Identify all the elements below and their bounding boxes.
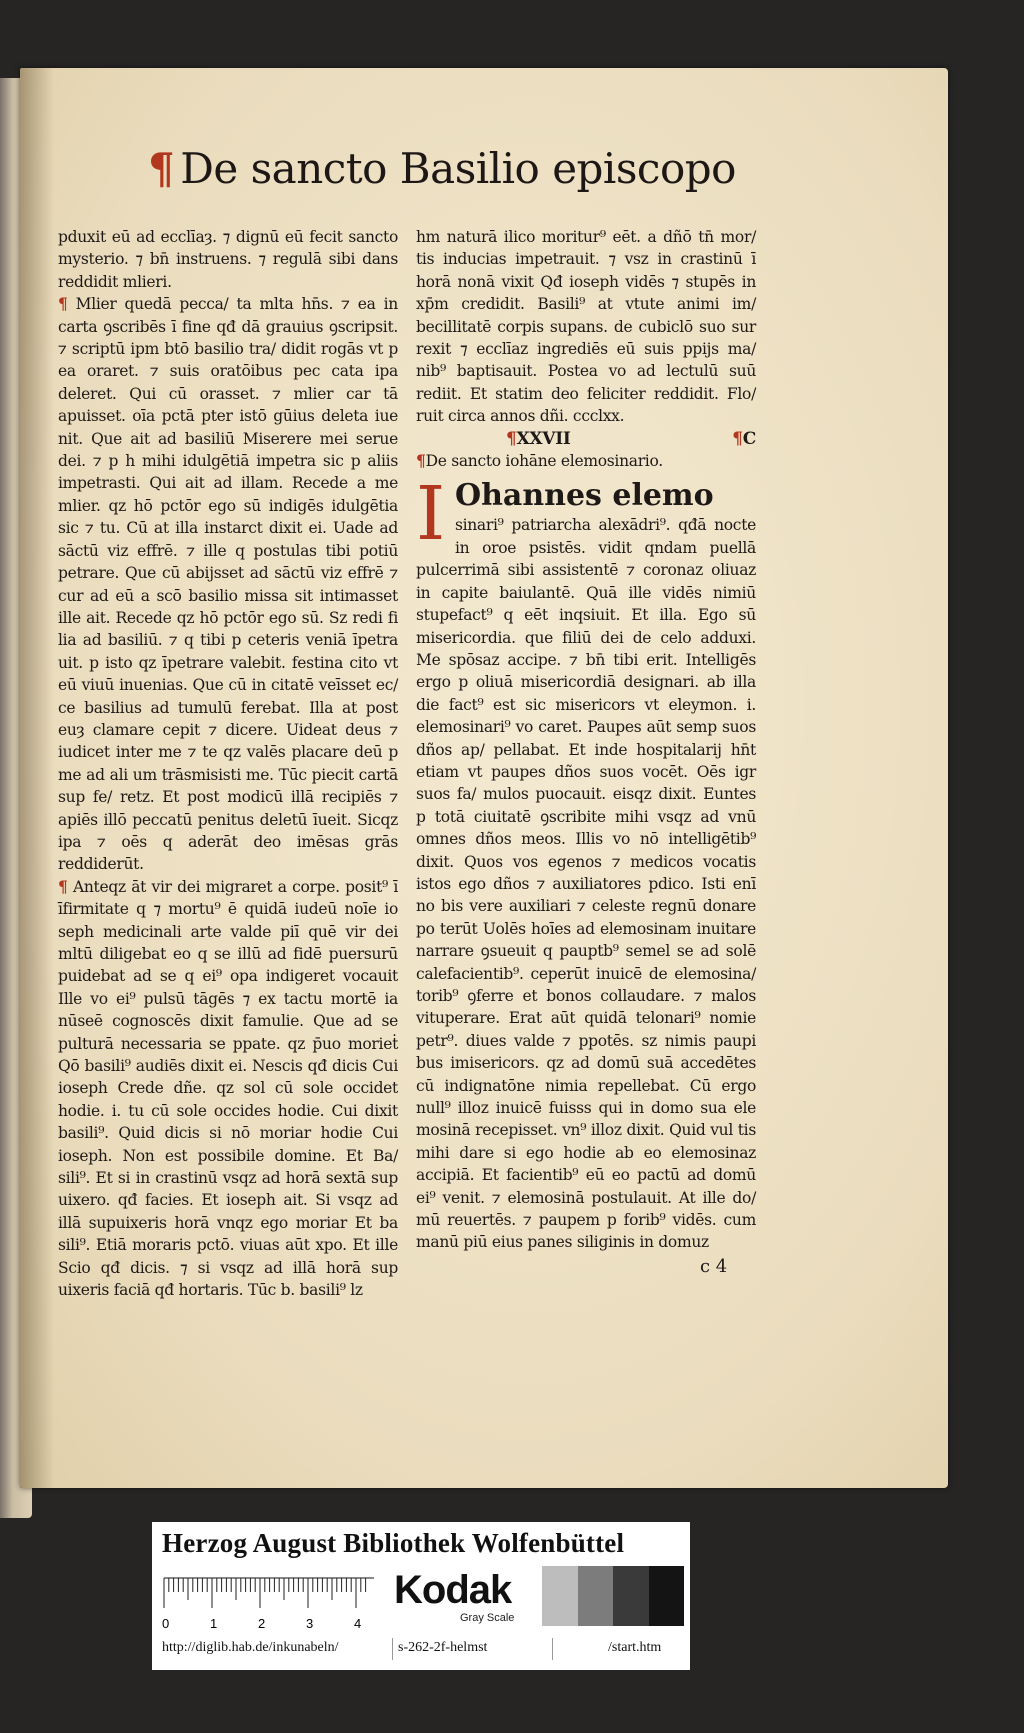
chapter-marker bbox=[732, 428, 756, 450]
gray-swatch bbox=[578, 1566, 614, 1626]
chapter-marker-text: C bbox=[742, 428, 756, 449]
pilcrow-icon: ¶ bbox=[506, 428, 517, 449]
right-text-column bbox=[416, 226, 756, 1256]
signature-mark: c 4 bbox=[700, 1256, 728, 1277]
pilcrow-icon: ¶ bbox=[732, 428, 743, 449]
pilcrow-icon: ¶ bbox=[148, 144, 175, 193]
gutter-shadow bbox=[20, 68, 54, 1488]
ruler-number: 4 bbox=[354, 1616, 362, 1631]
gray-swatch bbox=[613, 1566, 649, 1626]
start-page-link[interactable]: /start.htm bbox=[608, 1640, 662, 1655]
paragraph: hm naturā ilico moritur⁹ eēt. a dñō tn̄ mor/ tis inducias impetrauit. ⁊ vsz in crastinū ī horā nonā vixit Qđ ioseph vidēs ⁊ stupēs in xp̄m credidit. Basili⁹ at vtute animi im/ becillitatē corpis supans. de cubiclō suo sur rexit ⁊ ecclīaz ingrediēs eū suis ppijs ma/ nib⁹ baptisauit. Postea vo ad lectulū suū rediit. Et statim deo feliciter reddidit. Flo/ ruit circa annos dñi. ccclxx. bbox=[416, 228, 756, 426]
pilcrow-icon: ¶ bbox=[416, 451, 426, 471]
incipit: Ohannes elemo bbox=[454, 478, 714, 514]
shelfmark: s-262-2f-helmst bbox=[398, 1640, 488, 1655]
library-name: Herzog August Bibliothek Wolfenbüttel bbox=[162, 1528, 625, 1558]
gray-swatches bbox=[542, 1566, 684, 1626]
paragraph: pduxit eū ad ecclīaȝ. ⁊ dignū eū fecit sancto mysterio. ⁊ bn̄ instruens. ⁊ regulā sibi dans reddidit mlieri. bbox=[58, 228, 398, 291]
divider bbox=[552, 1638, 553, 1660]
chapter-number bbox=[506, 428, 571, 450]
gray-swatch bbox=[542, 1566, 578, 1626]
chapter-number-text: XXVII bbox=[516, 428, 571, 449]
color-target-card bbox=[152, 1522, 690, 1670]
paragraph bbox=[58, 876, 398, 1302]
paragraph-text: Anteqz āt vir dei migraret a corpe. posit⁹ ī īfirmitate q ⁊ mortu⁹ ē quidā iudeū noīe io seph medicinali arte valde piī quē vir dei mltū diligebat eo q se illū ad fidē puersurū puidebat ad se q ei⁹ opa indigeret vocauit Ille vo ei⁹ pulsū tāgēs ⁊ ex tactu mortē ia nūseē cognoscēs dixit famulie. Que ad se pulturā necessaria se ppate. qz p̄uo morieṫ Qō basili⁹ audiēs dixit ei. Nescis qđ dicis Cui ioseph Crede dñe. qz sol cū sole occidet hodie. i. tu cū sole occides hodie. Cui dixit basili⁹. Quid dicis si nō moriar hodie Cui ioseph. Non est possibile domine. Et Ba/ sili⁹. Et si in crastinū vsqz ad horā sextā sup uixero. qđ facies. Et ioseph ait. Si vsqz ad illā supuixeris horā vnqz ego moriar Et ba sili⁹. Etiā moraris pctō. viuas aūt xpo. Et ille Scio qđ dicis. ⁊ si vsqz ad illā horā sup uixeris faciā qđ hortaris. Tūc b. basili⁹ lz bbox=[58, 877, 398, 1300]
chapter-title bbox=[416, 450, 756, 472]
url-link[interactable]: http://diglib.hab.de/inkunabeln/ bbox=[162, 1640, 339, 1655]
ruler-number: 3 bbox=[306, 1616, 314, 1631]
gray-swatch bbox=[649, 1566, 685, 1626]
kodak-logo: Kodak bbox=[394, 1568, 512, 1612]
gray-scale-label: Gray Scale bbox=[460, 1612, 515, 1624]
divider bbox=[392, 1638, 393, 1660]
pilcrow-icon: ¶ bbox=[58, 294, 68, 314]
chapter-number-line bbox=[416, 428, 756, 450]
page-heading-text: De sancto Basilio episcopo bbox=[180, 144, 736, 193]
pilcrow-icon: ¶ bbox=[58, 876, 68, 896]
chapter-body: sinari⁹ patriarcha alexādri⁹. qđā nocte in oroe psistēs. vidit qndam puellā pulcerrimā sibi assistentē ⁊ coronaz oliuaz in capite baiulantē. Quā ille vidēs nimiū stupefact⁹ q eēt inqsiuit. Et illa. Ego sū misericordia. que filiū dei de celo adduxi. Me spōsaz accipe. ⁊ bn̄ tibi erit. Intelligēs ergo p oliuā misericordiā designari. ab illa die fact⁹ est sic misericors vt eleymon. i. elemosinari⁹ vo caret. Paupes aūt semp suos dños ap/ pellabat. Et inde hospitalarij hn̄t etiam vt paupes dños suos vocēt. Oēs igr suos fa/ mulos puocauit. eisqz dixit. Euntes p totā ciuitatē ꝯscribite mihi vsqz ad vnū omnes dños meos. Illis vo nō intelligētib⁹ dixit. Quos vos egenos ⁊ medicos vocatis istos ego dños ⁊ auxiliatores pdico. Isti enī no bis vere auxiliari ⁊ celeste regnū donare po terūt Uolēs hoīes ad elemosinam inuitare narrare ꝯsueuit q pauptb⁹ semel se ad solē calefacientib⁹. ceperūt inuicē de elemosina/ torib⁹ ꝯferre et bonos collaudare. ⁊ malos vituperare. Erat aūt quidā telonari⁹ nomie petr⁹. diues valde ⁊ ppotēs. sz nimis paupi bus imisericors. qz ad domū suā accedētes cū indignatōne nimia repellebat. Cū ergo null⁹ illoz inuicē fuisss qui in domo sua ele mosinā recepisset. vn⁹ illoz dixit. Quid vul tis mihi dare si ego hodie ab eo elemosinaz accipiā. Et facientib⁹ eū eo pactū ad domū ei⁹ venit. ⁊ elemosinā postulauit. At ille do/ mū reuertēs. ⁊ paupem p forib⁹ vidēs. cum manū piū eius panes siliginis in domuz bbox=[416, 516, 756, 1252]
ruler-ticks bbox=[164, 1578, 366, 1608]
chapter-opening bbox=[416, 471, 756, 1253]
ruler-number: 0 bbox=[162, 1616, 170, 1631]
paragraph-text: Mlier quedā pecca/ ta mlta hn̄s. ⁊ ea in carta ꝯscribēs ī fine qđ dā grauius ꝯscripsit. ⁊ scriptū ipm btō basilio tra/ didit rogās vt p ea oraret. ⁊ suis oratōibus pec cata ipa deleret. Qui cū orasset. ⁊ mlier car tā apuisset. oīa pctā pter istō gūius deleta iue nit. Que ait ad basiliū Miserere mei serue dei. ⁊ p h mihi idulgētiā impetra sic p aliis impetrasti. Qui ait ad illam. Recede a me mlier. qz hō pctōr ego sū indigēs idulgētia sic ⁊ tu. Cū at illa instarct dixit ei. Uade ad sāctū viz effrē. ⁊ ille q postulas tibi potiū petrare. Que cū abijsset ad sāctū viz effrē ⁊ cur ad eū a scō basilio missa sit intimasset ille ait. Recede qz hō pctōr ego sū. Sz redi fi lia ad basiliū. ⁊ q tibi p ceteris veniā īpetra uit. p isto qz īpetrare valebit. festina cito vt eū viuū inuenias. Que cū in citatē veīsset ec/ ce basilius ad tumulū ferebat. Illa at post euȝ clamare cepit ⁊ dicere. Uideat deus ⁊ iudicet inter me ⁊ te qz valēs placare deū p me ad ali um trāsmisisti me. Tūc piecit cartā sup fe/ retz. Et post modicū illā recipiēs ⁊ apiēs illō peccatū penitus deletū īueit. Sicqz ipa ⁊ oēs q aderāt deo imēsas grās reddiderūt. bbox=[58, 295, 398, 874]
left-text-column bbox=[58, 226, 398, 1300]
page-heading bbox=[148, 144, 736, 193]
ruler-number: 2 bbox=[258, 1616, 266, 1631]
ruler-number: 1 bbox=[210, 1616, 218, 1631]
ruler bbox=[162, 1576, 382, 1636]
chapter-title-text: De sancto iohāne elemosinario. bbox=[425, 452, 663, 471]
paragraph bbox=[58, 293, 398, 876]
red-initial: I bbox=[416, 471, 445, 558]
